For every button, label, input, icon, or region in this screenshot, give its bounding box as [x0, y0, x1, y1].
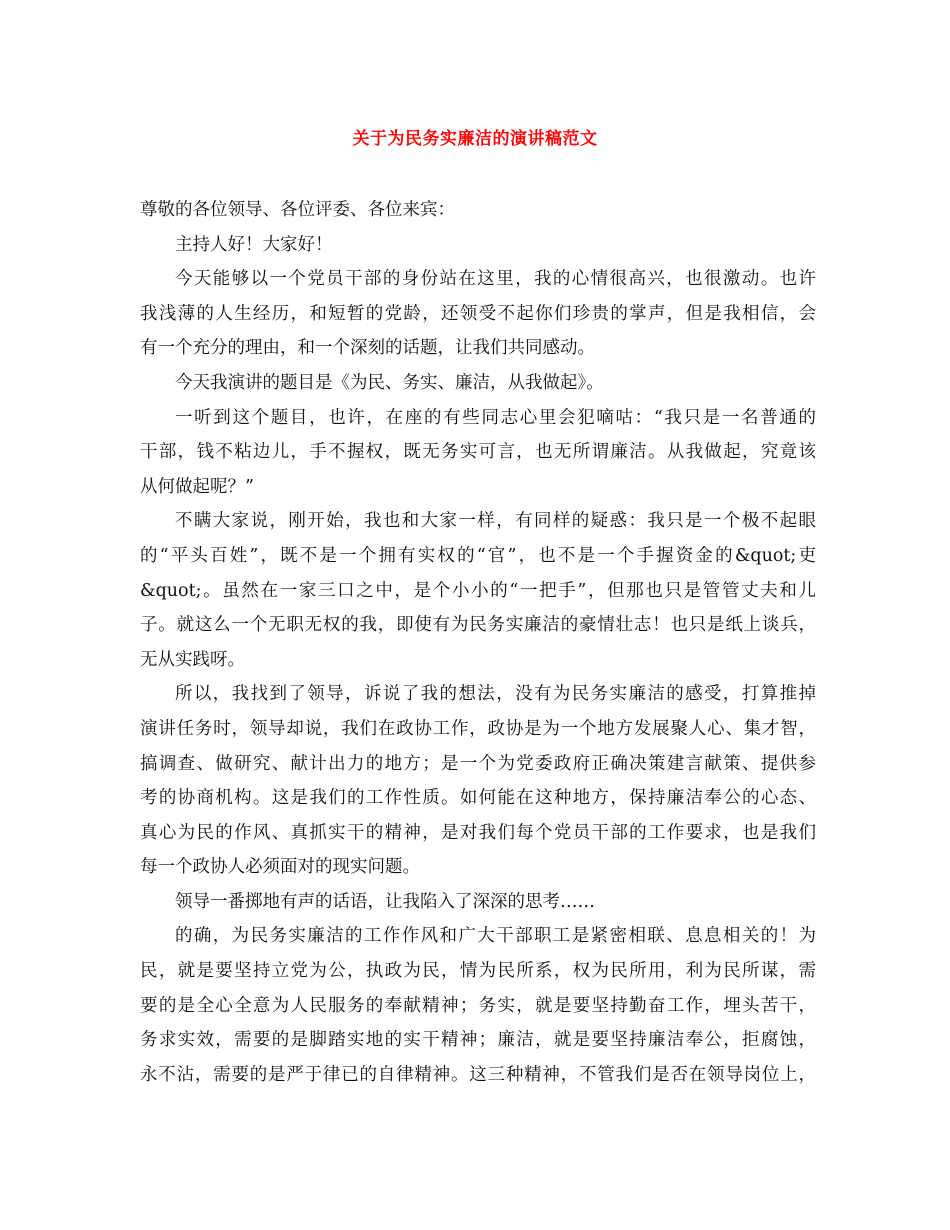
text-line: 主持人好！大家好！ [175, 234, 333, 255]
text-line: 搞调查、做研究、献计出力的地方；是一个为党委政府正确决策建言献策、提供参 [140, 753, 816, 774]
text-line: 今天能够以一个党员干部的身份站在这里，我的心情很高兴，也很激动。也许 [175, 269, 816, 290]
text-line: 的确，为民务实廉洁的工作作风和广大干部职工是紧密相联、息息相关的！为 [175, 926, 816, 947]
text-line: 演讲任务时，领导却说，我们在政协工作，政协是为一个地方发展聚人心、集才智， [140, 718, 816, 739]
text-line: 我浅薄的人生经历，和短暂的党龄，还领受不起你们珍贵的掌声，但是我相信，会 [140, 303, 816, 324]
text-line: 每一个政协人必须面对的现实问题。 [140, 857, 420, 878]
text-line: 务求实效，需要的是脚踏实地的实干精神；廉洁，就是要坚持廉洁奉公，拒腐蚀， [140, 1030, 816, 1051]
text-line: 干部，钱不粘边儿，手不握权，既无务实可言，也无所谓廉洁。从我做起，究竟该 [140, 442, 816, 463]
document-body [140, 193, 816, 1092]
text-line: 今天我演讲的题目是《为民、务实、廉洁，从我做起》。 [175, 372, 604, 393]
document-title: 关于为民务实廉洁的演讲稿范文 [352, 129, 598, 149]
text-line: 有一个充分的理由，和一个深刻的话题，让我们共同感动。 [140, 338, 595, 359]
text-line: 考的协商机构。这是我们的工作性质。如何能在这种地方，保持廉洁奉公的心态、 [140, 788, 816, 809]
text-line: 一听到这个题目，也许，在座的有些同志心里会犯嘀咕：“我只是一名普通的 [175, 407, 816, 428]
text-line: 子。就这么一个无职无权的我，即使有为民务实廉洁的豪情壮志！也只是纸上谈兵， [140, 615, 816, 636]
text-line: 所以，我找到了领导，诉说了我的想法，没有为民务实廉洁的感受，打算推掉 [175, 684, 816, 705]
text-line: 领导一番掷地有声的话语，让我陷入了深深的思考…… [175, 891, 595, 912]
text-line: 从何做起呢？” [140, 476, 254, 497]
text-line: 不瞒大家说，刚开始，我也和大家一样，有同样的疑惑：我只是一个极不起眼 [175, 511, 816, 532]
text-line: 要的是全心全意为人民服务的奉献精神；务实，就是要坚持勤奋工作，埋头苦干， [140, 995, 816, 1016]
text-line: 真心为民的作风、真抓实干的精神，是对我们每个党员干部的工作要求，也是我们 [140, 822, 816, 843]
text-line: 永不沾，需要的是严于律已的自律精神。这三种精神，不管我们是否在领导岗位上， [140, 1064, 816, 1085]
text-line: 民，就是要坚持立党为公，执政为民，情为民所系，权为民所用，利为民所谋，需 [140, 961, 816, 982]
text-line: 的“平头百姓”，既不是一个拥有实权的“官”，也不是一个手握资金的&quot;吏 [140, 545, 816, 566]
text-line: &quot;。虽然在一家三口之中，是个小小的“一把手”，但那也只是管管丈夫和儿 [140, 580, 816, 601]
text-line: 尊敬的各位领导、各位评委、各位来宾： [140, 200, 455, 220]
text-line: 无从实践呀。 [140, 649, 245, 670]
